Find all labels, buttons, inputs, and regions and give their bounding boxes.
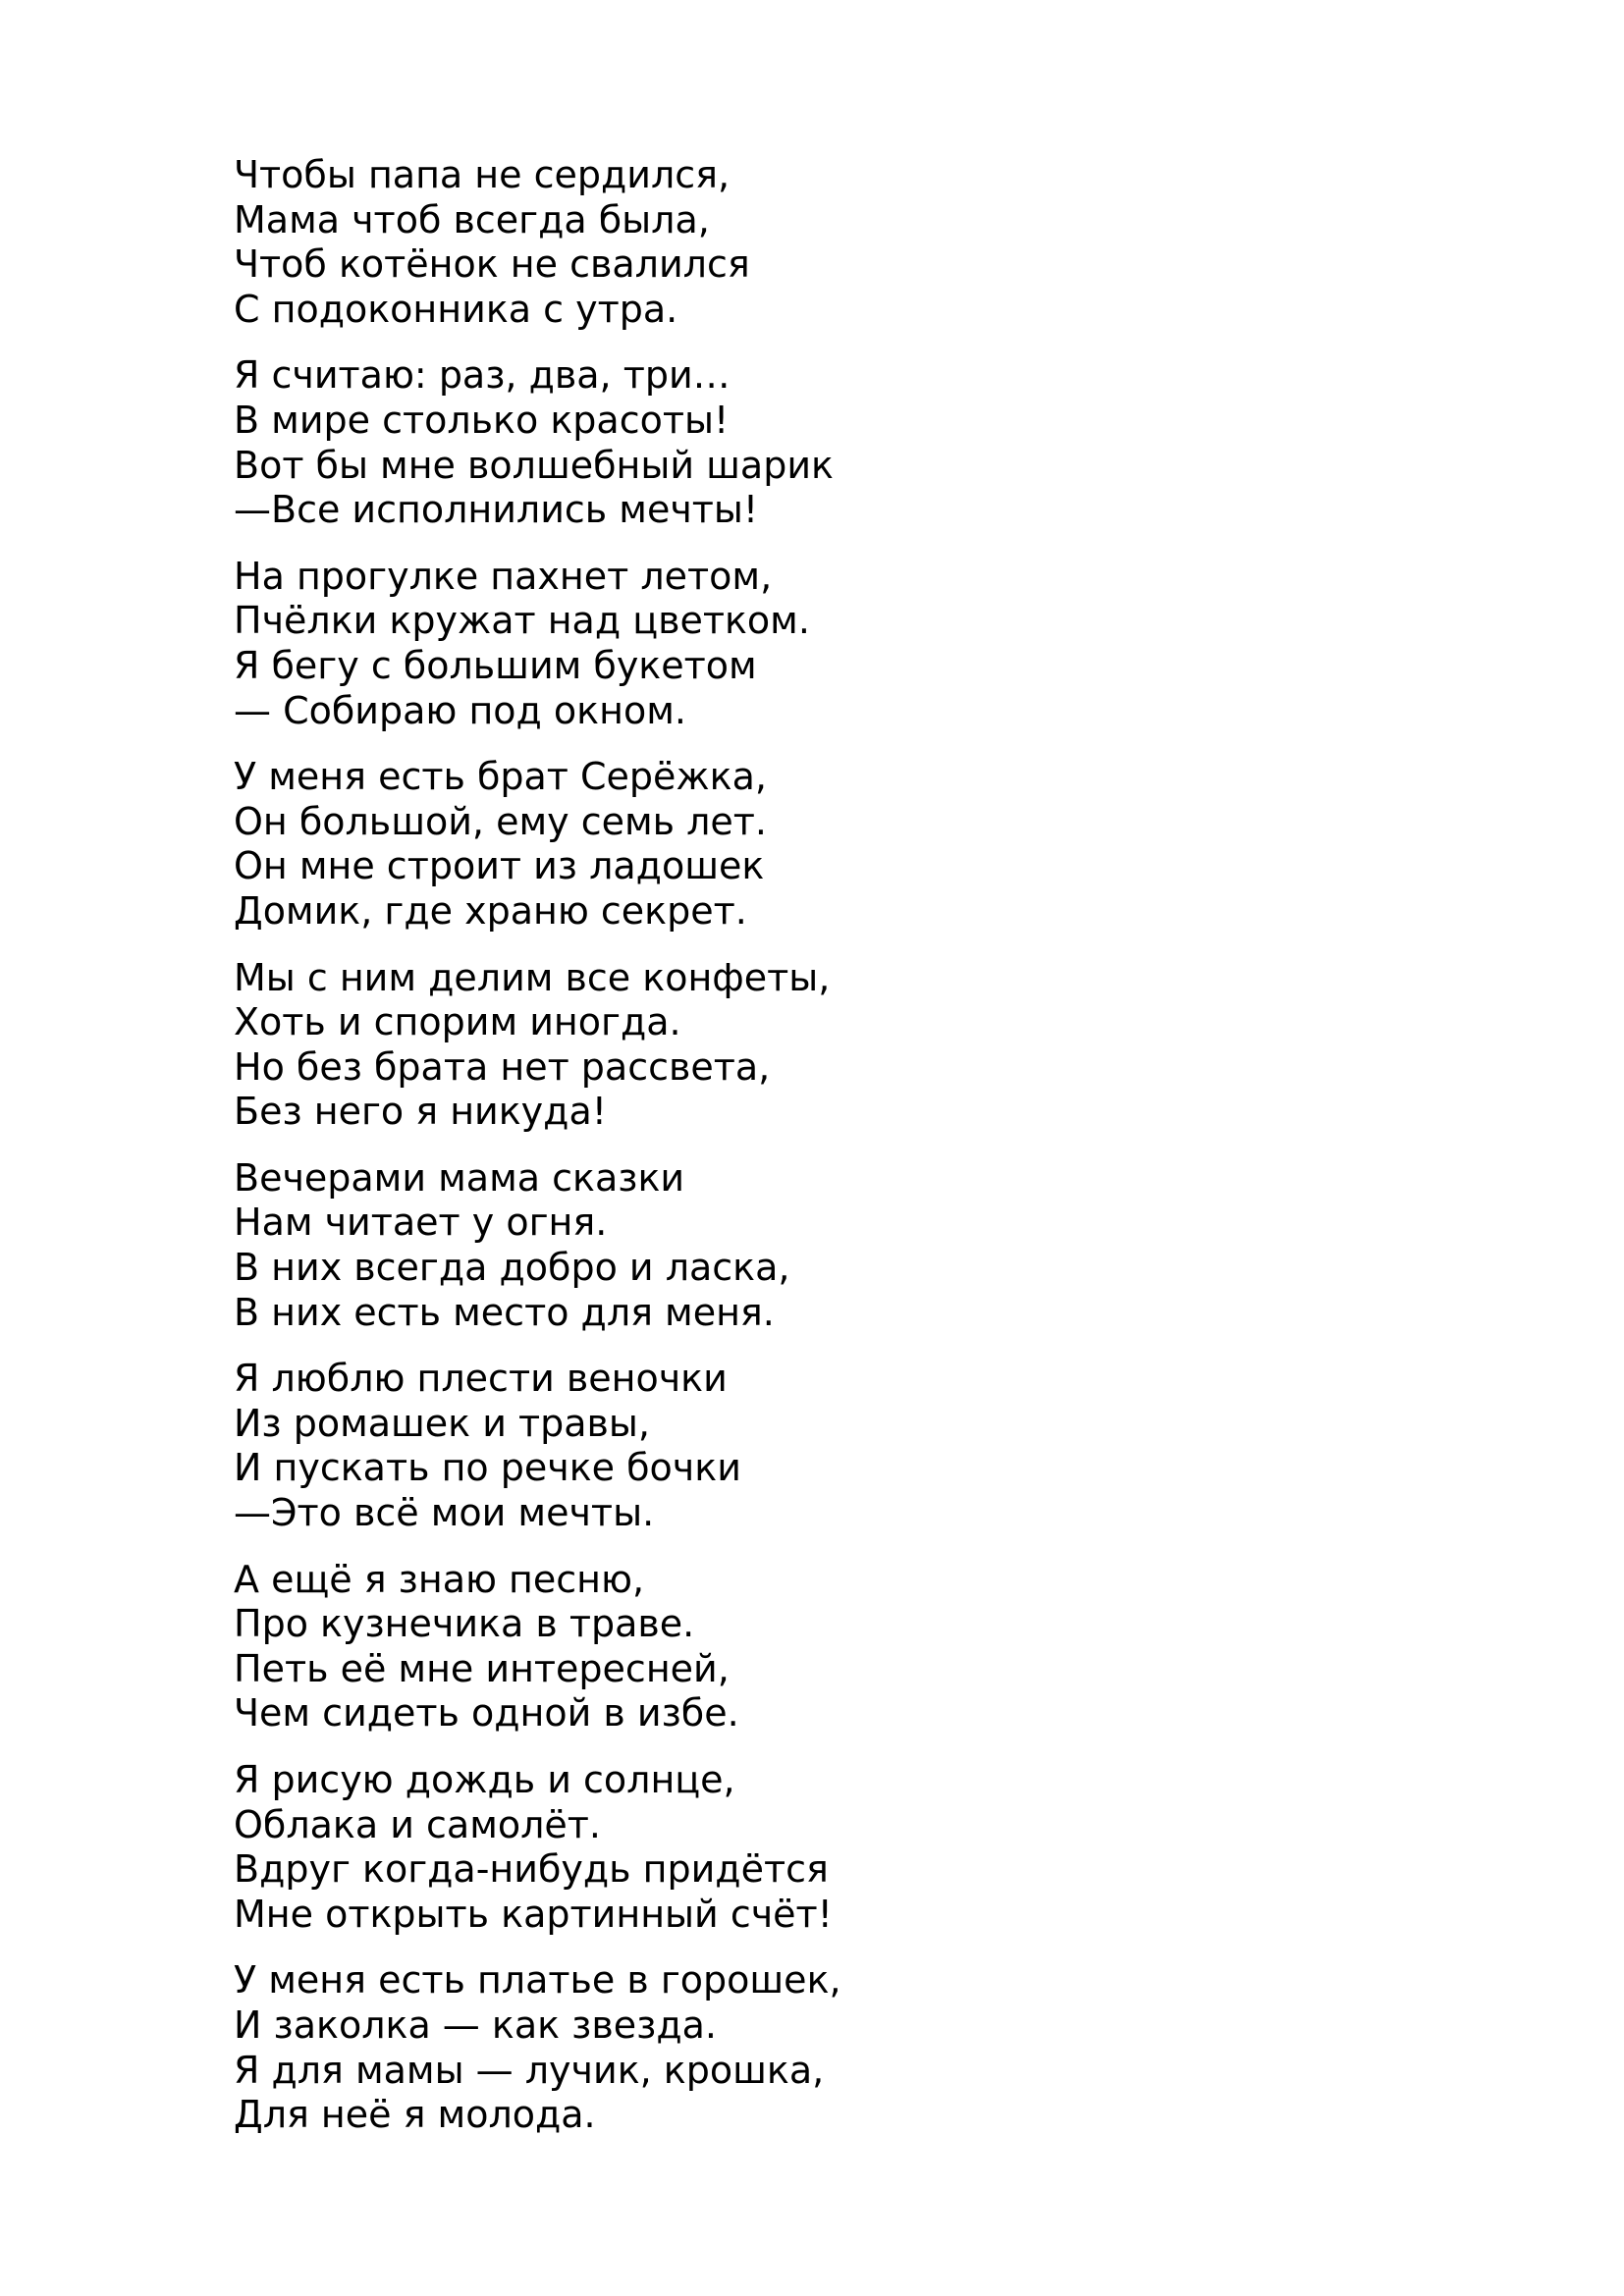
poem-line: Домик, где храню секрет. [234, 888, 747, 933]
poem-line: — Собираю под окном. [234, 688, 686, 732]
poem-line: Мне открыть картинный счёт! [234, 1892, 833, 1936]
poem-line: Он большой, ему семь лет. [234, 799, 767, 843]
stanza [234, 555, 1510, 733]
poem-line: Я бегу с большим букетом [234, 643, 757, 687]
poem-line: Он мне строит из ладошек [234, 844, 765, 888]
poem-line: У меня есть платье в горошек, [234, 1958, 841, 2002]
poem-line: С подоконника с утра. [234, 287, 678, 331]
poem-line: А ещё я знаю песню, [234, 1557, 645, 1601]
poem-line: Из ромашек и травы, [234, 1401, 651, 1445]
poem-line: Облака и самолёт. [234, 1802, 601, 1846]
poem-line: Петь её мне интересней, [234, 1646, 730, 1690]
poem-line: Пчёлки кружат над цветком. [234, 599, 810, 643]
stanza [234, 353, 1510, 532]
stanza [234, 1357, 1510, 1535]
poem-line: Я рисую дождь и солнце, [234, 1758, 735, 1801]
stanza [234, 755, 1510, 934]
poem-line: У меня есть брат Серёжка, [234, 755, 767, 799]
poem-line: В них всегда добро и ласка, [234, 1246, 790, 1290]
poem-line: Нам читает у огня. [234, 1201, 608, 1245]
poem-line: На прогулке пахнет летом, [234, 554, 773, 598]
poem-line: В них есть место для меня. [234, 1290, 775, 1334]
poem-line: Мама чтоб всегда была, [234, 197, 710, 241]
stanza [234, 1558, 1510, 1736]
poem [234, 153, 1510, 2160]
poem-line: Хоть и спорим иногда. [234, 1000, 681, 1044]
poem-line: Про кузнечика в траве. [234, 1602, 695, 1646]
poem-line: —Это всё мои мечты. [234, 1491, 655, 1535]
poem-line: Я люблю плести веночки [234, 1357, 728, 1401]
poem-line: Без него я никуда! [234, 1090, 607, 1134]
poem-line: Чтоб котёнок не свалился [234, 242, 750, 287]
stanza [234, 153, 1510, 332]
stanza [234, 956, 1510, 1135]
poem-line: Вот бы мне волшебный шарик [234, 443, 834, 487]
poem-line: —Все исполнились мечты! [234, 488, 759, 532]
stanza [234, 1958, 1510, 2137]
poem-line: И пускать по речке бочки [234, 1446, 741, 1490]
poem-line: И заколка — как звезда. [234, 2002, 717, 2047]
poem-line: Для неё я молода. [234, 2093, 596, 2137]
stanza [234, 1156, 1510, 1335]
poem-line: Я считаю: раз, два, три… [234, 353, 731, 398]
poem-line: Мы с ним делим все конфеты, [234, 955, 831, 999]
poem-line: Но без брата нет рассвета, [234, 1044, 771, 1089]
poem-line: Чтобы папа не сердился, [234, 153, 731, 196]
poem-line: В мире столько красоты! [234, 398, 730, 442]
poem-line: Чем сидеть одной в избе. [234, 1691, 739, 1735]
poem-line: Вдруг когда-нибудь придётся [234, 1847, 829, 1892]
poem-line: Вечерами мама сказки [234, 1155, 685, 1200]
poem-line: Я для мамы — лучик, крошка, [234, 2048, 825, 2092]
stanza [234, 1758, 1510, 1937]
